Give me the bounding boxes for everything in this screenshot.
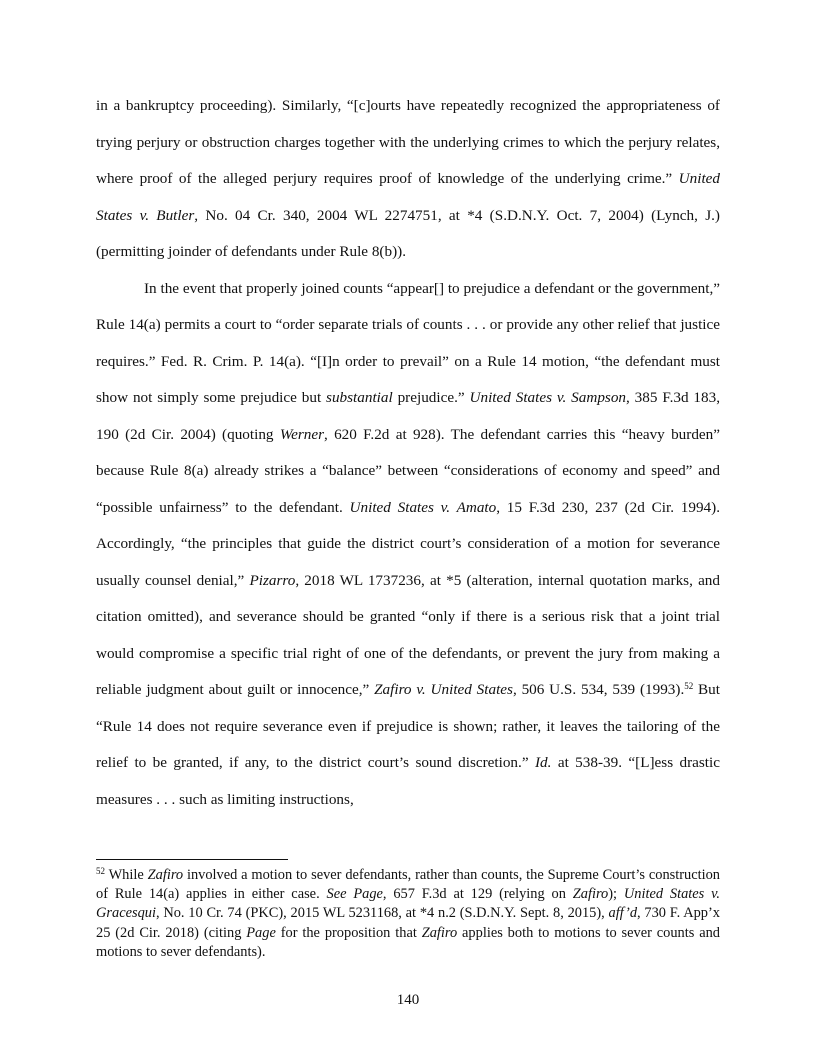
case-citation: United States v. Butler xyxy=(96,170,720,224)
case-citation: aff’d xyxy=(608,905,638,922)
text-run: , 385 F.3d 183, 190 (2d Cir. 2004) (quoting xyxy=(96,389,721,443)
text-run: In the event that properly joined counts “appear[] to prejudice a defendant or the government,” Rule 14(a) permits a court to “order separate trials of counts . . . or provide any other relief that justice requires.” Fed. R. Crim. P. 14(a). “[I]n order to prevail” on a Rule 14 motion, “the defendant must show not simply some prejudice but xyxy=(96,279,720,406)
footnote-52 xyxy=(96,866,720,962)
footnote-reference[interactable]: 52 xyxy=(684,681,694,691)
text-run: for the proposition that xyxy=(275,924,422,941)
text-run: involved a motion to sever defendants, rather than counts, the Supreme Court’s construction of Rule 14(a) applies in either case. xyxy=(96,867,720,903)
text-run: , 506 U.S. 534, 539 (1993). xyxy=(512,681,685,698)
case-citation: Zafiro xyxy=(421,924,458,941)
case-citation: United States v. Sampson xyxy=(469,389,627,406)
text-run: in a bankruptcy proceeding). Similarly, “[c]ourts have repeatedly recognized the appropriateness of trying perjury or obstruction charges together with the underlying crimes to which the perjury relates, where proof of the alleged perjury requires proof of knowledge of the underlying crime.” xyxy=(96,97,720,187)
text-run: , 657 F.3d at 129 (relying on xyxy=(382,886,573,903)
case-citation: Zafiro xyxy=(147,867,184,883)
case-citation: Werner xyxy=(279,425,324,443)
footnote-separator xyxy=(96,859,288,860)
case-citation: United States v. Gracesqui xyxy=(96,886,721,922)
text-run: ); xyxy=(608,886,624,903)
case-citation: United States v. Amato xyxy=(349,498,497,516)
text-run: , 730 F. App’x 25 (2d Cir. 2018) (citing xyxy=(96,905,720,941)
text-run: , 15 F.3d 230, 237 (2d Cir. 1994). Accordingly, “the principles that guide the district court’s consideration of a motion for severance usually counsel denial,” xyxy=(96,498,720,589)
text-run: , No. 04 Cr. 340, 2004 WL 2274751, at *4 (S.D.N.Y. Oct. 7, 2004) (Lynch, J.) (permitting joinder of defendants under Rule 8(b)). xyxy=(96,206,720,260)
footnote-number: 52 xyxy=(96,866,105,876)
text-run: , No. 10 Cr. 74 (PKC), 2015 WL 5231168, at *4 n.2 (S.D.N.Y. Sept. 8, 2015), xyxy=(155,905,609,922)
paragraph-2 xyxy=(96,271,720,819)
emphasis: substantial xyxy=(326,389,393,406)
case-citation: Id. xyxy=(534,754,552,771)
text-run: While xyxy=(105,867,148,883)
text-run: , 2018 WL 1737236, at *5 (alteration, internal quotation marks, and citation omitted), and severance should be granted “only if there is a serious risk that a joint trial would compromise a specific trial right of one of the defendants, or prevent the jury from making a reliable judgment about guilt or innocence,” xyxy=(96,571,720,698)
text-run: But “Rule 14 does not require severance even if prejudice is shown; rather, it leaves the tailoring of the relief to be granted, if any, to the district court’s sound discretion.” xyxy=(96,681,721,771)
page-number: 140 xyxy=(396,992,420,1008)
case-citation: Pizarro xyxy=(249,571,296,589)
case-citation: Zafiro v. United States xyxy=(374,681,513,698)
text-run: at 538-39. “[L]ess drastic measures . . . such as limiting instructions, xyxy=(96,754,720,808)
case-citation: Zafiro xyxy=(572,886,609,903)
body-text xyxy=(96,88,720,818)
case-citation: Page xyxy=(246,924,276,941)
text-run: , 620 F.2d at 928). The defendant carries this “heavy burden” because Rule 8(a) already strikes a “balance” between “considerations of economy and speed” and “possible unfairness” to the defendant. xyxy=(96,425,720,516)
paragraph-1 xyxy=(96,88,720,271)
text-run: applies both to motions to sever counts and motions to sever defendants). xyxy=(96,924,720,960)
text-run: prejudice.” xyxy=(392,389,470,406)
signal-citation: See Page xyxy=(326,886,383,903)
